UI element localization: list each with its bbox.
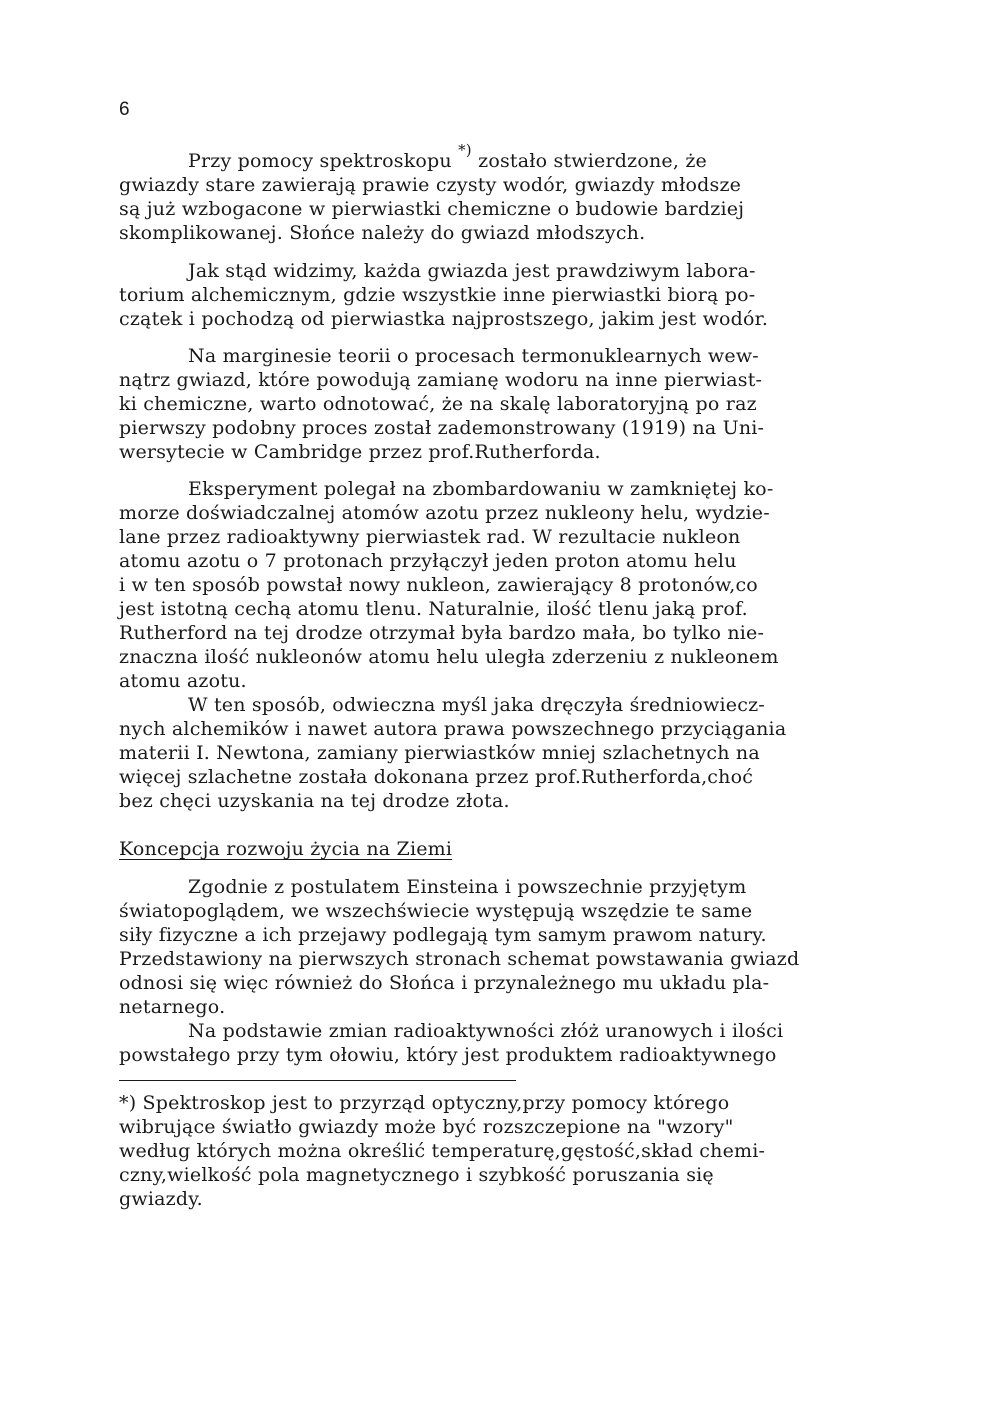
text-line: gwiazdy stare zawierają prawie czysty wodór, gwiazdy młodsze bbox=[119, 174, 742, 196]
text-line: Rutherford na tej drodze otrzymał była bardzo mała, bo tylko nie- bbox=[119, 622, 765, 644]
text-line: nych alchemików i nawet autora prawa powszechnego przyciągania bbox=[119, 718, 787, 740]
text-line: ki chemiczne, warto odnotować, że na skalę laboratoryjną po raz bbox=[119, 393, 757, 415]
text-line: materii I. Newtona, zamiany pierwiastków mniej szlachetnych na bbox=[119, 742, 760, 764]
text-line: pierwszy podobny proces został zademonstrowany (1919) na Uni- bbox=[119, 417, 765, 439]
text-line: Jak stąd widzimy, każda gwiazda jest prawdziwym labora- bbox=[188, 260, 756, 282]
footnote-line: *) Spektroskop jest to przyrząd optyczny,przy pomocy którego bbox=[119, 1092, 730, 1114]
footnote-line: wibrujące światło gwiazdy może być rozszczepione na "wzory" bbox=[119, 1116, 734, 1138]
text-line: powstałego przy tym ołowiu, który jest produktem radioaktywnego bbox=[119, 1044, 777, 1066]
footnote-line: gwiazdy. bbox=[119, 1188, 203, 1210]
footnote-line: według których można określić temperaturę,gęstość,skład chemi- bbox=[119, 1140, 766, 1162]
text-line: Zgodnie z postulatem Einsteina i powszechnie przyjętym bbox=[188, 876, 747, 898]
text-line: są już wzbogacone w pierwiastki chemiczne o budowie bardziej bbox=[119, 198, 745, 220]
text-line: morze doświadczalnej atomów azotu przez nukleony helu, wydzie- bbox=[119, 502, 770, 524]
text-line: jest istotną cechą atomu tlenu. Naturalnie, ilość tlenu jaką prof. bbox=[119, 598, 748, 620]
text-line: Eksperyment polegał na zbombardowaniu w zamkniętej ko- bbox=[188, 478, 774, 500]
footnote-line: czny,wielkość pola magnetycznego i szybkość poruszania się bbox=[119, 1164, 714, 1186]
text-line: więcej szlachetne została dokonana przez prof.Rutherforda,choć bbox=[119, 766, 754, 788]
text-line: znaczna ilość nukleonów atomu helu uległa zderzeniu z nukleonem bbox=[119, 646, 779, 668]
text-line: lane przez radioaktywny pierwiastek rad. W rezultacie nukleon bbox=[119, 526, 741, 548]
text-line: netarnego. bbox=[119, 996, 226, 1018]
text-line: nątrz gwiazd, które powodują zamianę wodoru na inne pierwiast- bbox=[119, 369, 763, 391]
text-line: atomu azotu o 7 protonach przyłączył jeden proton atomu helu bbox=[119, 550, 737, 572]
section-heading: Koncepcja rozwoju życia na Ziemi bbox=[119, 838, 453, 860]
text-line: światopoglądem, we wszechświecie występują wszędzie te same bbox=[119, 900, 753, 922]
text-line: W ten sposób, odwieczna myśl jaka dręczyła średniowiecz- bbox=[188, 694, 765, 716]
text-line: Na marginesie teorii o procesach termonuklearnych wew- bbox=[188, 345, 759, 367]
text-line: Przedstawiony na pierwszych stronach schemat powstawania gwiazd bbox=[119, 948, 800, 970]
text-line: skomplikowanej. Słońce należy do gwiazd młodszych. bbox=[119, 222, 646, 244]
text-line: czątek i pochodzą od pierwiastka najprostszego, jakim jest wodór. bbox=[119, 308, 769, 330]
text-line: torium alchemicznym, gdzie wszystkie inne pierwiastki biorą po- bbox=[119, 284, 756, 306]
footnote-divider bbox=[119, 1080, 516, 1081]
text-line: atomu azotu. bbox=[119, 670, 247, 692]
text-line: Przy pomocy spektroskopu *) zostało stwierdzone, że bbox=[188, 141, 708, 172]
text-line: i w ten sposób powstał nowy nukleon, zawierający 8 protonów,co bbox=[119, 574, 758, 596]
page-number: 6 bbox=[119, 99, 130, 120]
text-line: Na podstawie zmian radioaktywności złóż uranowych i ilości bbox=[188, 1020, 784, 1042]
text-line: siły fizyczne a ich przejawy podlegają tym samym prawom natury. bbox=[119, 924, 767, 946]
text-line: bez chęci uzyskania na tej drodze złota. bbox=[119, 790, 510, 812]
text-line: odnosi się więc również do Słońca i przynależnego mu układu pla- bbox=[119, 972, 770, 994]
text-line: wersytecie w Cambridge przez prof.Rutherforda. bbox=[119, 441, 601, 463]
footnote-marker: *) bbox=[458, 141, 472, 159]
